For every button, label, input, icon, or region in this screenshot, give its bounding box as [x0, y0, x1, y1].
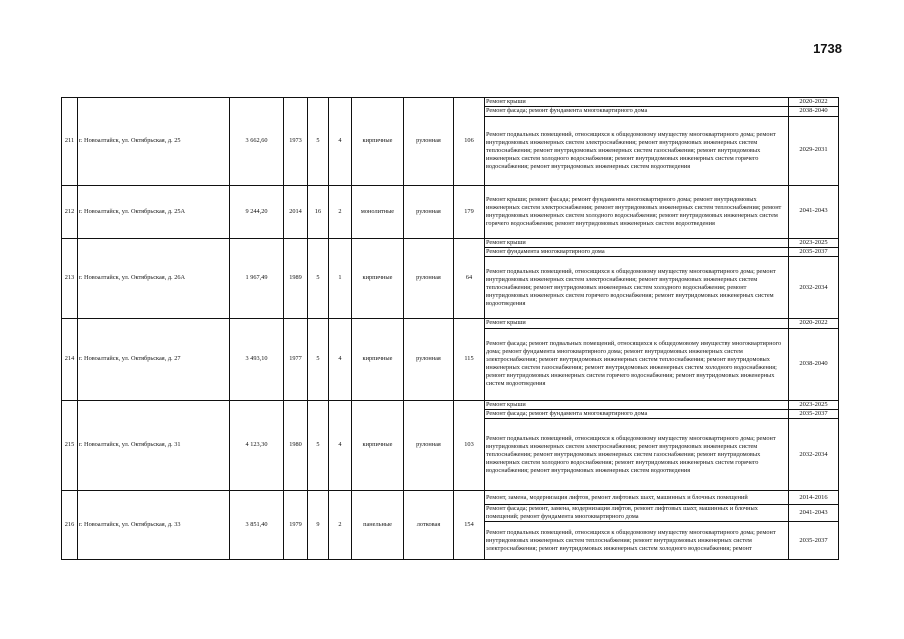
year-cell: 1989 [284, 238, 308, 319]
repair-period-cell: 2023-2025 [789, 400, 839, 409]
repair-work-cell: Ремонт фасада; ремонт фундамента многоквартирного дома [485, 107, 789, 116]
repair-period-cell: 2032-2034 [789, 257, 839, 319]
repair-work-cell: Ремонт крыши [485, 319, 789, 328]
repair-period-cell: 2014-2016 [789, 491, 839, 505]
repair-work-cell: Ремонт крыши [485, 400, 789, 409]
address-cell: г. Новоалтайск, ул. Октябрьская, д. 33 [78, 491, 230, 560]
row-number: 216 [62, 491, 78, 560]
floors-cell: 9 [308, 491, 329, 560]
area-cell: 4 123,30 [230, 400, 284, 491]
wall-material-cell: монолитные [352, 185, 404, 238]
entrances-cell: 2 [329, 185, 352, 238]
floors-cell: 5 [308, 98, 329, 186]
repair-period-cell: 2038-2040 [789, 328, 839, 400]
year-cell: 1977 [284, 319, 308, 400]
wall-material-cell: кирпичные [352, 319, 404, 400]
repair-period-cell: 2041-2043 [789, 185, 839, 238]
wall-material-cell: кирпичные [352, 98, 404, 186]
repair-period-cell: 2041-2043 [789, 505, 839, 522]
repair-period-cell: 2029-2031 [789, 116, 839, 185]
residents-cell: 103 [454, 400, 485, 491]
roof-type-cell: рулонная [404, 98, 454, 186]
repair-work-cell: Ремонт фасада; ремонт фундамента многоквартирного дома [485, 409, 789, 418]
entrances-cell: 4 [329, 319, 352, 400]
repair-period-cell: 2035-2037 [789, 247, 839, 256]
address-cell: г. Новоалтайск, ул. Октябрьская, д. 26А [78, 238, 230, 319]
roof-type-cell: рулонная [404, 185, 454, 238]
row-number: 213 [62, 238, 78, 319]
repair-work-cell: Ремонт подвальных помещений, относящихся к общедомовому имуществу многоквартирного дома; ремонт внутридомовых инженерных систем электроснабжения; ремонт внутридомовых инженерных систем теплоснабжения; ремонт внутридомовых инженерных систем газоснабжения; ремонт внутридомовых инженерных систем холодного водоснабжения; ремонт внутридомовых инженерных систем горячего водоснабжения; ремонт внутридомовых инженерных систем водоотведения [485, 419, 789, 491]
wall-material-cell: кирпичные [352, 400, 404, 491]
roof-type-cell: рулонная [404, 238, 454, 319]
address-cell: г. Новоалтайск, ул. Октябрьская, д. 27 [78, 319, 230, 400]
repair-work-cell: Ремонт фасада; ремонт подвальных помещений, относящихся к общедомовому имуществу многоквартирного дома; ремонт фундамента многоквартирного дома; ремонт внутридомовых инженерных систем электроснабжения; ремонт внутридомовых инженерных систем теплоснабжения; ремонт внутридомовых инженерных систем газоснабжения; ремонт внутридомовых инженерных систем холодного водоснабжения; ремонт внутридомовых инженерных систем горячего водоснабжения; ремонт внутридомовых инженерных систем водоотведения [485, 328, 789, 400]
floors-cell: 5 [308, 319, 329, 400]
floors-cell: 16 [308, 185, 329, 238]
area-cell: 3 851,40 [230, 491, 284, 560]
repair-period-cell: 2020-2022 [789, 319, 839, 328]
residents-cell: 64 [454, 238, 485, 319]
row-number: 211 [62, 98, 78, 186]
roof-type-cell: рулонная [404, 400, 454, 491]
repair-work-cell: Ремонт фасада; ремонт, замена, модернизация лифтов, ремонт лифтовых шахт, машинных и блочных помещений; ремонт фундамента многоквартирного дома [485, 505, 789, 522]
repair-period-cell: 2038-2040 [789, 107, 839, 116]
repair-work-cell: Ремонт подвальных помещений, относящихся к общедомовому имуществу многоквартирного дома; ремонт внутридомовых инженерных систем электроснабжения; ремонт внутридомовых инженерных систем теплоснабжения; ремонт внутридомовых инженерных систем газоснабжения; ремонт внутридомовых инженерных систем холодного водоснабжения; ремонт внутридомовых инженерных систем горячего водоснабжения; ремонт внутридомовых инженерных систем водоотведения [485, 116, 789, 185]
address-cell: г. Новоалтайск, ул. Октябрьская, д. 25 [78, 98, 230, 186]
residents-cell: 115 [454, 319, 485, 400]
year-cell: 1979 [284, 491, 308, 560]
repair-work-cell: Ремонт подвальных помещений, относящихся к общедомовому имуществу многоквартирного дома; ремонт внутридомовых инженерных систем теплоснабжения; ремонт внутридомовых инженерных систем электроснабжения; ремонт внутридомовых инженерных систем холодного водоснабжения; ремонт [485, 522, 789, 560]
page-number: 1738 [813, 41, 842, 56]
area-cell: 9 244,20 [230, 185, 284, 238]
entrances-cell: 1 [329, 238, 352, 319]
year-cell: 2014 [284, 185, 308, 238]
table-row [62, 400, 839, 409]
entrances-cell: 4 [329, 98, 352, 186]
residents-cell: 106 [454, 98, 485, 186]
repair-work-cell: Ремонт, замена, модернизация лифтов, ремонт лифтовых шахт, машинных и блочных помещений [485, 491, 789, 505]
residents-cell: 179 [454, 185, 485, 238]
row-number: 214 [62, 319, 78, 400]
floors-cell: 5 [308, 400, 329, 491]
repair-work-cell: Ремонт крыши; ремонт фасада; ремонт фундамента многоквартирного дома; ремонт внутридомовых инженерных систем электроснабжения; ремонт внутридомовых инженерных систем теплоснабжения; ремонт внутридомовых инженерных систем холодного водоснабжения; ремонт внутридомовых инженерных систем горячего водоснабжения; ремонт внутридомовых инженерных систем водоотведения [485, 185, 789, 238]
row-number: 212 [62, 185, 78, 238]
repair-period-cell: 2035-2037 [789, 409, 839, 418]
roof-type-cell: лотковая [404, 491, 454, 560]
repair-work-cell: Ремонт крыши [485, 98, 789, 107]
row-number: 215 [62, 400, 78, 491]
table-row [62, 319, 839, 328]
repair-period-cell: 2023-2025 [789, 238, 839, 247]
table-row [62, 185, 839, 238]
repair-period-cell: 2020-2022 [789, 98, 839, 107]
repair-work-cell: Ремонт крыши [485, 238, 789, 247]
table-row [62, 98, 839, 107]
year-cell: 1973 [284, 98, 308, 186]
entrances-cell: 4 [329, 400, 352, 491]
repair-work-cell: Ремонт фундамента многоквартирного дома [485, 247, 789, 256]
floors-cell: 5 [308, 238, 329, 319]
residents-cell: 154 [454, 491, 485, 560]
roof-type-cell: рулонная [404, 319, 454, 400]
year-cell: 1980 [284, 400, 308, 491]
wall-material-cell: кирпичные [352, 238, 404, 319]
table-body [62, 98, 839, 560]
table-row [62, 491, 839, 505]
entrances-cell: 2 [329, 491, 352, 560]
housing-repair-table [61, 97, 839, 560]
address-cell: г. Новоалтайск, ул. Октябрьская, д. 31 [78, 400, 230, 491]
wall-material-cell: панельные [352, 491, 404, 560]
table-row [62, 238, 839, 247]
area-cell: 1 967,49 [230, 238, 284, 319]
repair-period-cell: 2032-2034 [789, 419, 839, 491]
repair-period-cell: 2035-2037 [789, 522, 839, 560]
address-cell: г. Новоалтайск, ул. Октябрьская, д. 25А [78, 185, 230, 238]
area-cell: 3 662,60 [230, 98, 284, 186]
repair-work-cell: Ремонт подвальных помещений, относящихся к общедомовому имуществу многоквартирного дома; ремонт внутридомовых инженерных систем электроснабжения; ремонт внутридомовых инженерных систем теплоснабжения; ремонт внутридомовых инженерных систем холодного водоснабжения; ремонт внутридомовых инженерных систем горячего водоснабжения; ремонт внутридомовых инженерных систем водоотведения [485, 257, 789, 319]
area-cell: 3 493,10 [230, 319, 284, 400]
